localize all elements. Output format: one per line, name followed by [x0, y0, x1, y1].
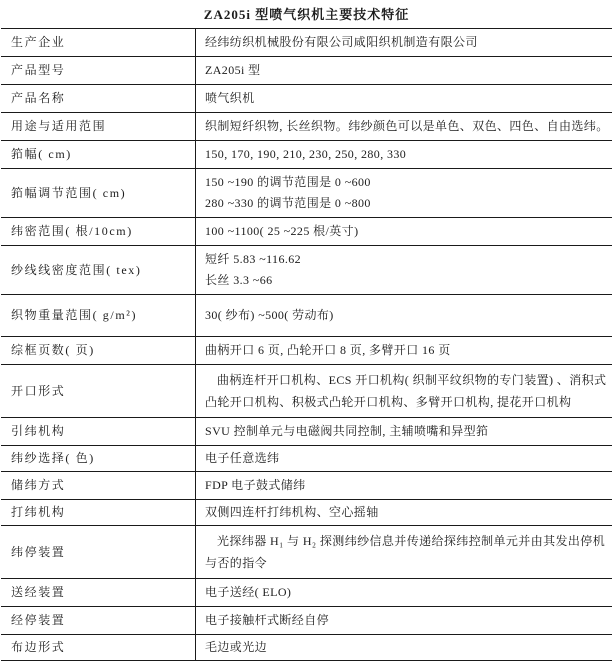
row-label: 布边形式	[1, 635, 196, 661]
row-label: 生产企业	[1, 29, 196, 57]
row-value	[196, 607, 613, 635]
value-line: 150 ~190 的调节范围是 0 ~600	[205, 175, 371, 189]
value-line: 织制短纤织物, 长丝织物。纬纱颜色可以是单色、双色、四色、自由选纬。	[205, 119, 609, 133]
row-label: 综框页数( 页)	[1, 337, 196, 365]
row-label: 送经装置	[1, 579, 196, 607]
value-line: 光探纬器 H₁ 与 H₂ 探测纬纱信息并传递给探纬控制单元并由其发出停机与否的指令	[205, 534, 606, 570]
doc-title: ZA205i 型喷气织机主要技术特征	[203, 7, 410, 22]
row-value	[196, 85, 613, 113]
row-value	[196, 418, 613, 446]
value-line: 双侧四连杆打纬机构、空心摇轴	[205, 505, 379, 519]
table-row	[1, 29, 612, 57]
value-line: 毛边或光边	[205, 640, 268, 654]
table-row	[1, 446, 612, 472]
row-label: 筘幅调节范围( cm)	[1, 169, 196, 218]
spec-table	[1, 28, 612, 661]
value-line: 喷气织机	[205, 91, 255, 105]
row-value	[196, 169, 613, 218]
row-label: 纱线线密度范围( tex)	[1, 246, 196, 295]
row-value	[196, 29, 613, 57]
table-row	[1, 246, 612, 295]
row-value	[196, 579, 613, 607]
table-row	[1, 295, 612, 337]
value-line: 曲柄连杆开口机构、ECS 开口机构( 织制平纹织物的专门装置) 、消积式凸轮开口机构、积极式凸轮开口机构、多臂开口机构, 提花开口机构	[205, 373, 607, 409]
table-row	[1, 85, 612, 113]
value-line: 经纬纺织机械股份有限公司咸阳织机制造有限公司	[205, 35, 478, 49]
row-label: 筘幅( cm)	[1, 141, 196, 169]
row-value	[196, 295, 613, 337]
table-row	[1, 635, 612, 661]
table-row	[1, 365, 612, 418]
row-value	[196, 472, 613, 500]
row-label: 织物重量范围( g/m²)	[1, 295, 196, 337]
value-line: 曲柄开口 6 页, 凸轮开口 8 页, 多臂开口 16 页	[205, 343, 451, 357]
value-line: FDP 电子鼓式储纬	[205, 478, 306, 492]
row-label: 纬停装置	[1, 526, 196, 579]
row-label: 引纬机构	[1, 418, 196, 446]
table-row	[1, 418, 612, 446]
row-label: 产品型号	[1, 57, 196, 85]
row-value	[196, 365, 613, 418]
row-value	[196, 526, 613, 579]
value-line: 电子接触杆式断经自停	[205, 613, 330, 627]
row-label: 纬密范围( 根/10cm)	[1, 218, 196, 246]
spec-table-body	[1, 29, 612, 661]
row-value	[196, 500, 613, 526]
table-row	[1, 113, 612, 141]
row-label: 打纬机构	[1, 500, 196, 526]
row-label: 经停装置	[1, 607, 196, 635]
row-label: 用途与适用范围	[1, 113, 196, 141]
table-row	[1, 337, 612, 365]
value-line: 150, 170, 190, 210, 230, 250, 280, 330	[205, 147, 407, 161]
table-row	[1, 57, 612, 85]
table-row	[1, 169, 612, 218]
table-row	[1, 500, 612, 526]
value-line: 短纤 5.83 ~116.62	[205, 252, 302, 266]
row-value	[196, 246, 613, 295]
table-row	[1, 579, 612, 607]
row-label: 纬纱选择( 色)	[1, 446, 196, 472]
table-row	[1, 141, 612, 169]
value-line: 长丝 3.3 ~66	[205, 273, 273, 287]
row-value	[196, 141, 613, 169]
row-value	[196, 113, 613, 141]
value-line: 电子任意选纬	[205, 451, 280, 465]
value-line: SVU 控制单元与电磁阀共同控制, 主辅喷嘴和异型筘	[205, 424, 489, 438]
row-label: 产品名称	[1, 85, 196, 113]
value-line: 100 ~1100( 25 ~225 根/英寸)	[205, 224, 359, 238]
value-line: ZA205i 型	[205, 63, 261, 77]
value-line: 电子送经( ELO)	[205, 585, 292, 599]
row-label: 开口形式	[1, 365, 196, 418]
row-value	[196, 337, 613, 365]
row-value	[196, 446, 613, 472]
table-row	[1, 526, 612, 579]
value-line: 280 ~330 的调节范围是 0 ~800	[205, 196, 371, 210]
row-value	[196, 635, 613, 661]
table-row	[1, 218, 612, 246]
table-row	[1, 472, 612, 500]
row-value	[196, 57, 613, 85]
row-value	[196, 218, 613, 246]
row-label: 储纬方式	[1, 472, 196, 500]
table-row	[1, 607, 612, 635]
value-line: 30( 纱布) ~500( 劳动布)	[205, 308, 334, 322]
